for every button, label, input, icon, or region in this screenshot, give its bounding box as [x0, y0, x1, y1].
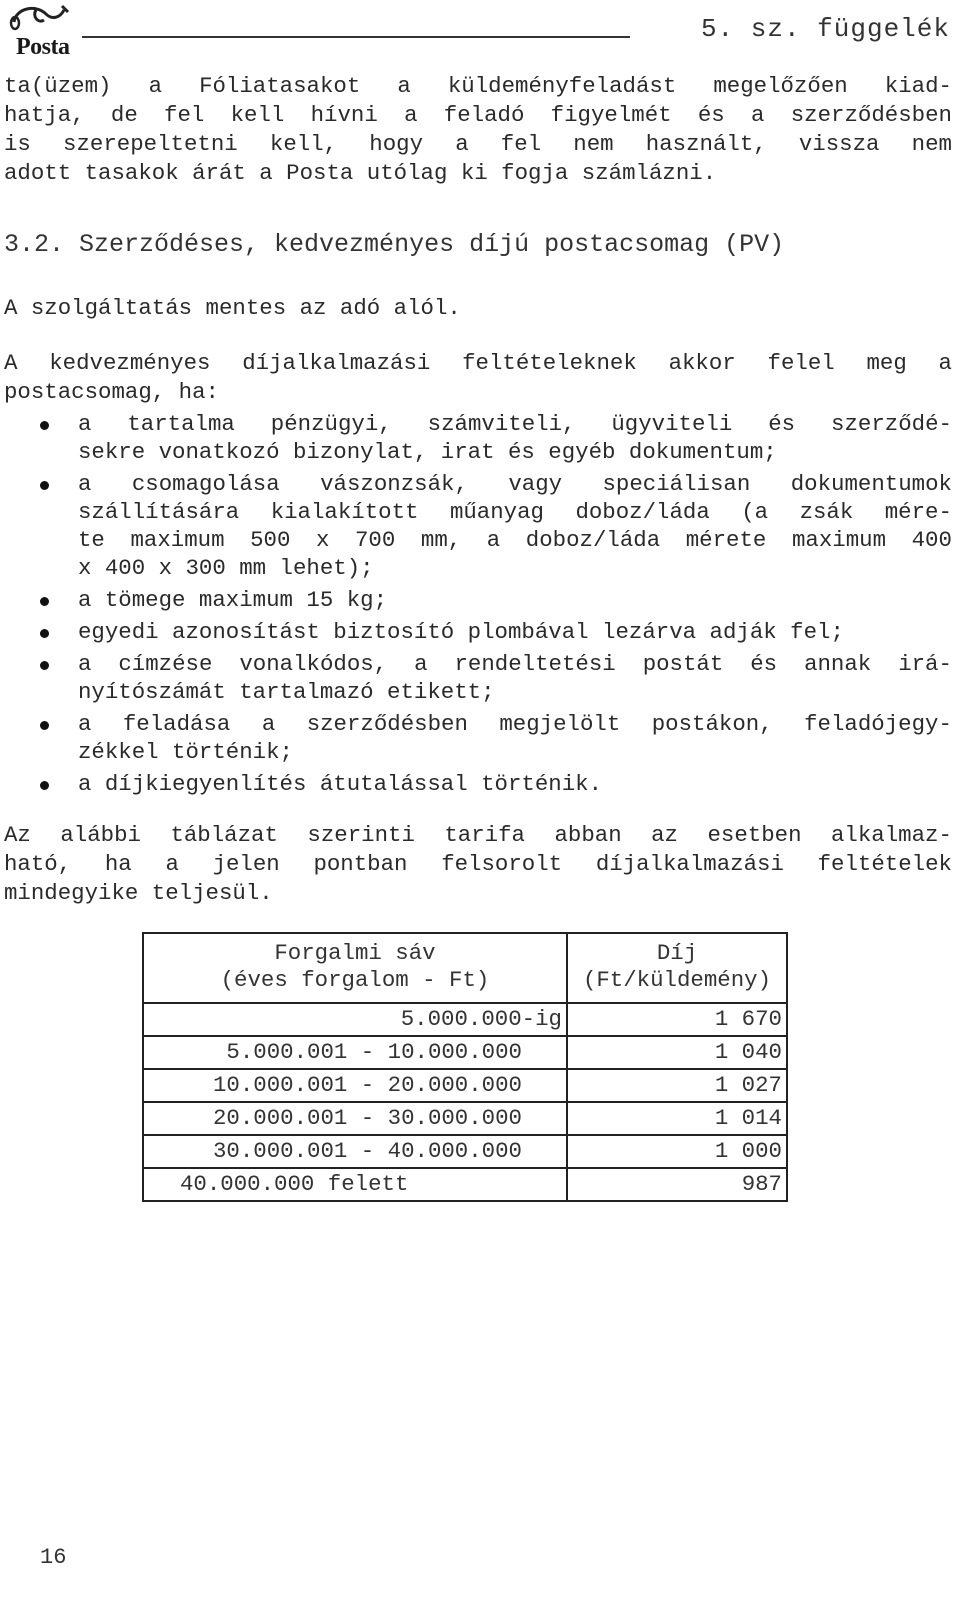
table-row — [143, 1036, 787, 1069]
intro-paragraph — [4, 72, 952, 188]
header-cell-band — [143, 933, 567, 1003]
word: A — [4, 350, 18, 376]
header-cell-fee — [567, 933, 787, 1003]
word: a — [78, 411, 92, 437]
section-heading: 3.2. Szerződéses, kedvezményes díjú postacsomag (PV) — [4, 230, 785, 259]
header-text: (éves forgalom - Ft) — [220, 967, 490, 993]
text-line — [78, 498, 952, 526]
word: 500 — [250, 527, 291, 553]
text-line: mindegyike teljesül. — [4, 880, 273, 906]
word: pontban — [313, 851, 408, 877]
word: a — [397, 73, 411, 99]
word: felel — [767, 350, 835, 376]
word: vonalkódos, — [239, 651, 388, 677]
word: a — [78, 471, 92, 497]
fee-cell: 1 000 — [567, 1135, 787, 1168]
word: feltételeknek — [462, 350, 637, 376]
word: feladójegy- — [804, 711, 952, 737]
header-text: (Ft/küldemény) — [582, 967, 772, 993]
word: küldeményfeladást — [447, 73, 677, 99]
text-line — [78, 410, 952, 438]
logo-wordmark: Posta — [16, 34, 70, 60]
word: maximum — [791, 527, 887, 553]
text-line: a díjkiegyenlítés átutalással történik. — [78, 771, 603, 797]
list-item — [0, 650, 952, 706]
word: nem — [911, 131, 952, 157]
word: kiad- — [884, 73, 952, 99]
word: tartalma — [127, 411, 235, 437]
word: is — [4, 131, 31, 157]
word: ha — [104, 851, 132, 877]
word: te — [78, 527, 105, 553]
word: zsák — [799, 499, 854, 525]
word: a — [414, 651, 428, 677]
word: a — [78, 651, 92, 677]
band-cell: 40.000.000 felett — [143, 1168, 567, 1201]
word: kialakított — [270, 499, 419, 525]
bullet-icon — [40, 721, 49, 730]
table-row — [143, 1168, 787, 1201]
word: pénzügyi, — [270, 411, 392, 437]
text-line — [4, 101, 952, 130]
fee-cell: 1 040 — [567, 1036, 787, 1069]
word: postát — [642, 651, 724, 677]
band-cell: 20.000.001 - 30.000.000 — [143, 1102, 567, 1135]
word: díjalkalmazási — [242, 350, 431, 376]
list-item — [0, 618, 952, 646]
word: irá- — [898, 651, 952, 677]
text-line: sekre vonatkozó bizonylat, irat és egyéb dokumentum; — [78, 439, 777, 465]
word: nem — [573, 131, 614, 157]
page-number: 16 — [40, 1545, 67, 1570]
header-rule — [82, 36, 630, 38]
word: a — [165, 851, 179, 877]
text-line — [78, 650, 952, 678]
header-text: Forgalmi sáv — [274, 940, 436, 966]
word: meg — [866, 350, 907, 376]
text-line — [78, 710, 952, 738]
word: x — [315, 527, 330, 553]
word: Az — [4, 822, 31, 848]
text-line: A szolgáltatás mentes az adó alól. — [4, 295, 461, 321]
word: dokumentumok — [790, 471, 952, 497]
table-row — [143, 1102, 787, 1135]
word: 700 — [355, 527, 396, 553]
word: postákon, — [651, 711, 773, 737]
word: szerinti — [307, 822, 415, 848]
text-line: x 400 x 300 mm lehet); — [78, 555, 374, 581]
bullet-icon — [40, 597, 49, 606]
table-row — [143, 1003, 787, 1036]
header-title: 5. sz. függelék — [700, 14, 950, 44]
word: akkor — [668, 350, 736, 376]
word: fel — [500, 131, 542, 157]
word: díjalkalmazási — [595, 851, 784, 877]
word: (a — [741, 499, 769, 525]
word: a — [938, 350, 952, 376]
word: annak — [804, 651, 872, 677]
text-line — [4, 72, 952, 101]
fee-cell: 987 — [567, 1168, 787, 1201]
table-row — [143, 1069, 787, 1102]
conditions-intro — [4, 349, 952, 407]
word: szerepeltetni — [63, 131, 238, 157]
band-cell: 5.000.000-ig — [143, 1003, 567, 1036]
word: maximum — [130, 527, 225, 553]
word: mm, — [420, 527, 462, 553]
word: vászonzsák, — [320, 471, 468, 497]
list-item — [0, 410, 952, 466]
posta-logo — [6, 0, 70, 66]
word: figyelmét — [550, 102, 672, 128]
word: műanyag — [449, 499, 544, 525]
list-item — [0, 710, 952, 766]
bullet-icon — [40, 421, 49, 430]
table-header-row — [143, 933, 787, 1003]
text-line — [4, 130, 952, 159]
word: címzése — [118, 651, 213, 677]
fee-cell: 1 027 — [567, 1069, 787, 1102]
text-line: egyedi azonosítást biztosító plombával lezárva adják fel; — [78, 619, 844, 645]
word: tarifa — [444, 822, 525, 848]
word: a — [261, 711, 276, 737]
fee-cell: 1 670 — [567, 1003, 787, 1036]
word: és — [768, 411, 796, 437]
text-line: adott tasakok árát a Posta utólag ki fogja számlázni. — [4, 160, 717, 186]
table-intro — [4, 821, 952, 908]
table-row — [143, 1135, 787, 1168]
word: kell, — [269, 131, 338, 157]
word: és — [697, 102, 725, 128]
word: alábbi — [60, 822, 141, 848]
text-line — [78, 470, 952, 498]
word: ügyviteli — [611, 411, 733, 437]
word: táblázat — [170, 822, 278, 848]
text-line — [78, 526, 952, 554]
list-item — [0, 470, 952, 582]
word: hogy — [369, 131, 424, 157]
word: a — [404, 102, 418, 128]
word: a — [148, 73, 162, 99]
word: szerződésben — [790, 102, 952, 128]
word: hívni — [310, 102, 378, 128]
word: 400 — [911, 527, 952, 553]
word: ható, — [4, 851, 72, 877]
band-cell: 5.000.001 - 10.000.000 — [143, 1036, 567, 1069]
word: szállítására — [78, 499, 240, 525]
word: felsorolt — [441, 851, 563, 877]
tax-note — [4, 294, 952, 323]
word: doboz/láda — [525, 527, 661, 553]
word: a — [455, 131, 469, 157]
tariff-table — [142, 932, 788, 1202]
text-line — [4, 821, 952, 850]
word: alkalmaz- — [831, 822, 952, 848]
bullet-icon — [40, 629, 49, 638]
list-item — [0, 770, 952, 798]
text-line: postacsomag, ha: — [4, 379, 219, 405]
bullet-icon — [40, 661, 49, 670]
text-line: zékkel történik; — [78, 739, 293, 765]
word: számviteli, — [427, 411, 576, 437]
word: a — [751, 102, 765, 128]
text-line: nyítószámát tartalmazó etikett; — [78, 679, 495, 705]
word: rendeltetési — [454, 651, 616, 677]
band-cell: 30.000.001 - 40.000.000 — [143, 1135, 567, 1168]
bullet-icon — [40, 781, 49, 790]
word: mérete — [685, 527, 767, 553]
word: csomagolása — [131, 471, 280, 497]
word: kell — [230, 102, 285, 128]
word: feltételek — [817, 851, 952, 877]
word: jelen — [212, 851, 280, 877]
word: az — [651, 822, 678, 848]
word: vagy — [508, 471, 563, 497]
text-line: a tömege maximum 15 kg; — [78, 587, 388, 613]
word: doboz/láda — [575, 499, 710, 525]
word: fel — [164, 102, 205, 128]
word: feladása — [122, 711, 231, 737]
word: de — [110, 102, 138, 128]
word: szerződé- — [831, 411, 952, 437]
fee-cell: 1 014 — [567, 1102, 787, 1135]
conditions-list — [0, 410, 952, 802]
header-text: Díj — [656, 940, 698, 966]
word: megelőzően — [713, 73, 848, 99]
word: a — [486, 527, 501, 553]
text-line — [4, 349, 952, 378]
word: megjelölt — [499, 711, 621, 737]
word: speciálisan — [602, 471, 751, 497]
word: feladó — [443, 102, 525, 128]
word: szerződésben — [306, 711, 468, 737]
bullet-icon — [40, 481, 49, 490]
text-line — [4, 850, 952, 879]
word: vissza — [798, 131, 880, 157]
word: esetben — [707, 822, 802, 848]
word: és — [750, 651, 778, 677]
word: a — [78, 711, 92, 737]
list-item — [0, 586, 952, 614]
word: mére- — [884, 499, 952, 525]
word: Fóliatasakot — [199, 73, 361, 99]
word: használt, — [645, 131, 767, 157]
word: ta(üzem) — [4, 73, 112, 99]
band-cell: 10.000.001 - 20.000.000 — [143, 1069, 567, 1102]
word: kedvezményes — [49, 350, 211, 376]
word: abban — [554, 822, 622, 848]
word: hatja, — [4, 102, 85, 128]
